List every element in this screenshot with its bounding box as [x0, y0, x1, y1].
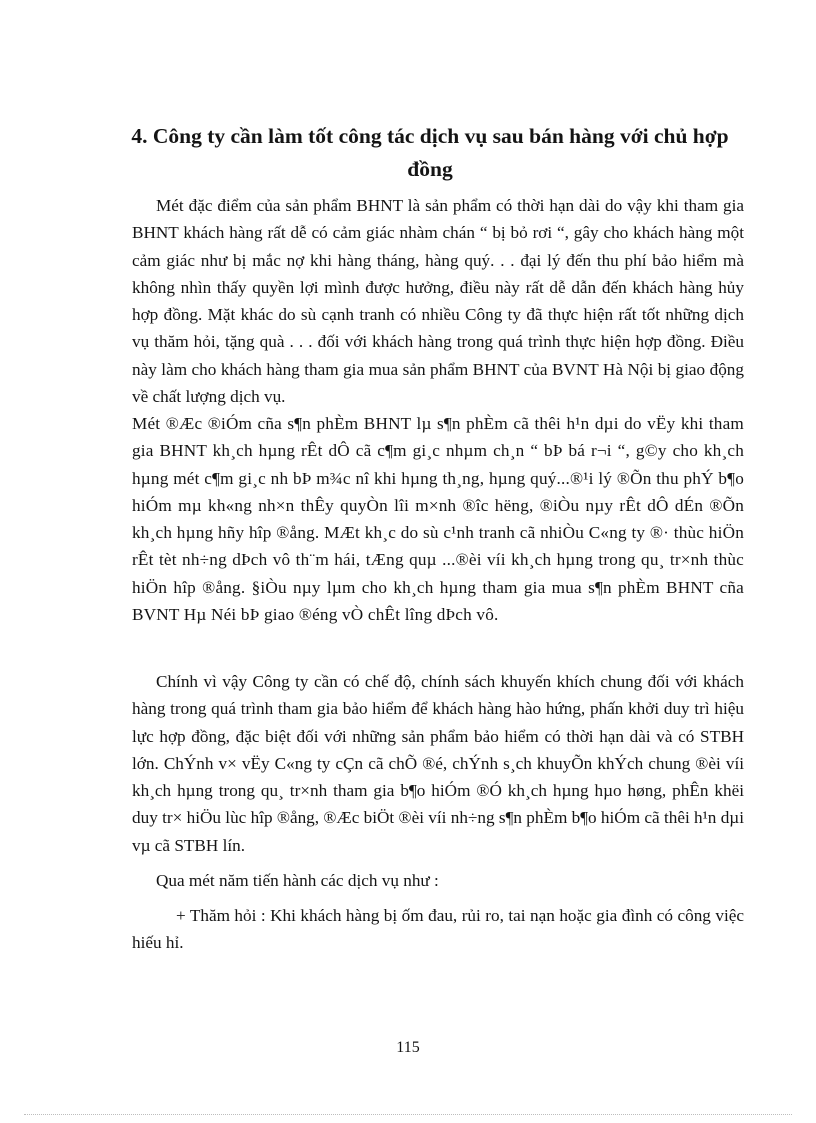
paragraph-3: Chính vì vậy Công ty cần có chế độ, chính sách khuyến khích chung đối với khách hàng trong quá trình tham gia bảo hiểm để khách hàng hào hứng, phấn khởi duy trì hiệu lực hợp đồng, đặc biệt đối với những sản phẩm bảo hiểm có thời hạn dài và có STBH lớn. ChÝnh v× vËy C«ng ty cÇn cã chÕ ®é, chÝnh s¸ch khuyÕn khÝch chung ®èi víi kh¸ch hµng trong qu¸ tr×nh tham gia b¶o hiÓm ®Ó kh¸ch hµng hµo høng, phÊn khëi duy tr× hiÖu lùc hîp ®ång, ®Æc biÖt ®èi víi nh÷ng s¶n phÈm b¶o hiÓm cã thêi h¹n dµi vµ cã STBH lín. — [132, 672, 744, 855]
paragraph-1: Mét đặc điểm của sản phẩm BHNT là sản phẩm có thời hạn dài do vậy khi tham gia BHNT khách hàng rất dễ có cảm giác nhàm chán “ bị bỏ rơi “, gây cho khách hàng một cảm giác như bị mắc nợ khi hàng tháng, hàng quý. . . đại lý đến thu phí bảo hiểm mà không nhìn thấy quyền lợi mình được hưởng, điều này rất dễ dẫn đến khách hàng hủy hợp đồng. Mặt khác do sù cạnh tranh có nhiều Công ty đã thực hiện rất tốt những dịch vụ thăm hỏi, tặng quà . . . đối với khách hàng trong quá trình thực hiện hợp đồng. Điều này làm cho khách hàng tham gia mua sản phẩm BHNT của BVNT Hà Nội bị giao động về chất lượng dịch vụ. — [132, 196, 744, 407]
paragraph-2-garbled-encoding: Mét ®Æc ®iÓm cña s¶n phÈm BHNT lµ s¶n phÈm cã thêi h¹n dµi do vËy khi tham gia BHNT kh¸ch hµng rÊt dÔ cã c¶m gi¸c nhµm ch¸n “ bÞ bá r¬i “, g©y cho kh¸ch hµng mét c¶m gi¸c nh bÞ m¾c nî khi hµng th¸ng, hµng quý...®¹i lý ®Õn thu phÝ b¶o hiÓm mµ kh«ng nh×n thÊy quyÒn lîi m×nh ®îc hëng, ®iÒu nµy rÊt dÔ dÉn ®Õn kh¸ch hµng hñy hîp ®ång. MÆt kh¸c do sù c¹nh tranh cã nhiÒu C«ng ty ®· thùc hiÖn rÊt tèt nh÷ng dÞch vô th¨m hái, tÆng quµ ...®èi víi kh¸ch hµng trong qu¸ tr×nh thùc hiÖn hîp ®ång. §iÒu nµy lµm cho kh¸ch hµng tham gia mua s¶n phÈm BHNT cña BVNT Hµ Néi bÞ giao ®éng vÒ chÊt lîng dÞch vô. — [132, 414, 744, 625]
page-number: 115 — [396, 1039, 420, 1056]
paragraph-4: Qua mét năm tiến hành các dịch vụ như : — [156, 871, 439, 890]
bottom-dotted-rule — [24, 1114, 792, 1115]
section-heading: 4. Công ty cần làm tốt công tác dịch vụ sau bán hàng với chủ hợp đồng — [131, 124, 729, 181]
paragraph-5-bullet: + Thăm hỏi : Khi khách hàng bị ốm đau, rủi ro, tai nạn hoặc gia đình có công việc hiếu hỉ. — [132, 906, 744, 953]
